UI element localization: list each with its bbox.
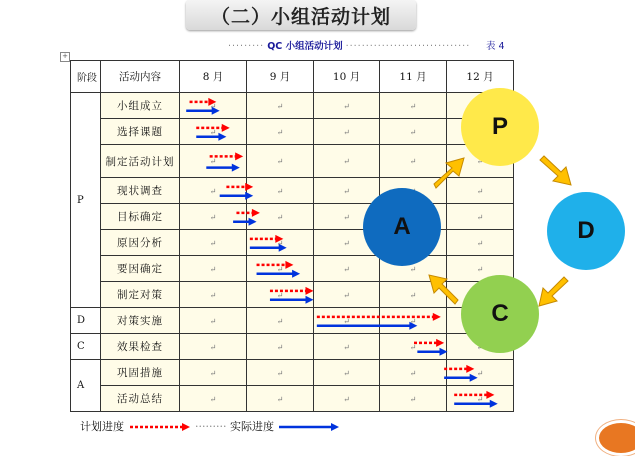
- table-row: [71, 93, 514, 119]
- month-cell: [314, 308, 380, 334]
- caption-leader-dots: ·········: [228, 41, 265, 52]
- legend-plan-arrow: [128, 422, 192, 432]
- legend-actual-label: 实际进度: [229, 420, 274, 433]
- legend-actual-arrow: [277, 422, 341, 432]
- month-cell: [314, 119, 380, 145]
- table-move-handle-icon[interactable]: +: [60, 52, 70, 62]
- month-cell: [380, 93, 447, 119]
- pdca-d-circle: [547, 192, 625, 270]
- month-cell: [380, 119, 447, 145]
- month-cell: [247, 308, 314, 334]
- pdca-c-label: C: [491, 300, 509, 327]
- month-cell: [380, 334, 447, 360]
- header-month: 12 月: [447, 61, 514, 93]
- month-cell: [314, 145, 380, 178]
- month-cell: [180, 204, 247, 230]
- table-row: [71, 386, 514, 412]
- corner-logo: [596, 420, 635, 456]
- header-task: 活动内容: [101, 61, 180, 93]
- month-cell: [314, 360, 380, 386]
- header-month: 11 月: [380, 61, 447, 93]
- task-name: 对策实施: [101, 308, 180, 334]
- month-cell: [180, 145, 247, 178]
- caption-title: QC 小组活动计划: [267, 41, 343, 52]
- month-cell: [180, 360, 247, 386]
- month-cell: [180, 282, 247, 308]
- month-cell: [247, 204, 314, 230]
- task-name: 原因分析: [101, 230, 180, 256]
- phase-label: C: [71, 334, 101, 360]
- month-cell: [247, 282, 314, 308]
- month-cell: [380, 145, 447, 178]
- month-cell: [314, 93, 380, 119]
- task-name: 目标确定: [101, 204, 180, 230]
- month-cell: [180, 93, 247, 119]
- table-row: [71, 178, 514, 204]
- pdca-d-label: D: [577, 217, 595, 244]
- page-title: （二）小组活动计划: [186, 0, 416, 30]
- table-row: [71, 360, 514, 386]
- month-cell: [180, 230, 247, 256]
- task-name: 巩固措施: [101, 360, 180, 386]
- month-cell: [447, 230, 514, 256]
- table-row: [71, 256, 514, 282]
- month-cell: [380, 308, 447, 334]
- table-caption: [228, 38, 528, 52]
- task-name: 小组成立: [101, 93, 180, 119]
- table-row: [71, 282, 514, 308]
- pdca-arrow-d-to-c: [539, 277, 568, 306]
- task-name: 要因确定: [101, 256, 180, 282]
- pdca-a-circle: [363, 188, 441, 266]
- month-cell: [247, 119, 314, 145]
- pdca-c-circle: [461, 275, 539, 353]
- month-cell: [247, 360, 314, 386]
- table-row: [71, 204, 514, 230]
- header-phase: 阶段: [71, 61, 101, 93]
- phase-label: D: [71, 308, 101, 334]
- month-cell: [180, 386, 247, 412]
- legend-dots: ·········: [195, 420, 227, 433]
- month-cell: [380, 282, 447, 308]
- task-name: 制定对策: [101, 282, 180, 308]
- month-cell: [247, 145, 314, 178]
- month-cell: [247, 230, 314, 256]
- task-name: 制定活动计划: [101, 145, 180, 178]
- table-row: [71, 334, 514, 360]
- month-cell: [180, 119, 247, 145]
- pdca-a-label: A: [393, 213, 411, 240]
- month-cell: [247, 386, 314, 412]
- month-cell: [314, 334, 380, 360]
- month-cell: [247, 178, 314, 204]
- legend-plan-label: 计划进度: [80, 420, 124, 433]
- legend: [80, 418, 341, 432]
- month-cell: [314, 178, 380, 204]
- month-cell: [447, 204, 514, 230]
- table-row: [71, 145, 514, 178]
- task-name: 选择课题: [101, 119, 180, 145]
- month-cell: [447, 178, 514, 204]
- month-cell: [180, 178, 247, 204]
- pdca-arrow-p-to-d: [540, 156, 571, 185]
- task-name: 活动总结: [101, 386, 180, 412]
- month-cell: [247, 334, 314, 360]
- table-row: [71, 230, 514, 256]
- month-cell: [314, 282, 380, 308]
- caption-trailer-dots: ·······························: [345, 41, 471, 52]
- month-cell: [314, 386, 380, 412]
- table-row: [71, 308, 514, 334]
- table-number: 表 4: [486, 41, 505, 52]
- phase-label: P: [71, 93, 101, 308]
- pdca-p-circle: [461, 88, 539, 166]
- month-cell: [180, 334, 247, 360]
- month-cell: [447, 360, 514, 386]
- month-cell: [380, 360, 447, 386]
- month-cell: [180, 308, 247, 334]
- activity-plan-table: [70, 60, 514, 412]
- header-month: 8 月: [180, 61, 247, 93]
- task-name: 效果检查: [101, 334, 180, 360]
- task-name: 现状调查: [101, 178, 180, 204]
- table-row: [71, 119, 514, 145]
- month-cell: [380, 386, 447, 412]
- pdca-p-label: P: [491, 113, 508, 140]
- header-month: 9 月: [247, 61, 314, 93]
- month-cell: [314, 256, 380, 282]
- month-cell: [180, 256, 247, 282]
- month-cell: [247, 256, 314, 282]
- phase-label: A: [71, 360, 101, 412]
- table-header-row: [71, 61, 514, 93]
- month-cell: [247, 93, 314, 119]
- month-cell: [447, 386, 514, 412]
- header-month: 10 月: [314, 61, 380, 93]
